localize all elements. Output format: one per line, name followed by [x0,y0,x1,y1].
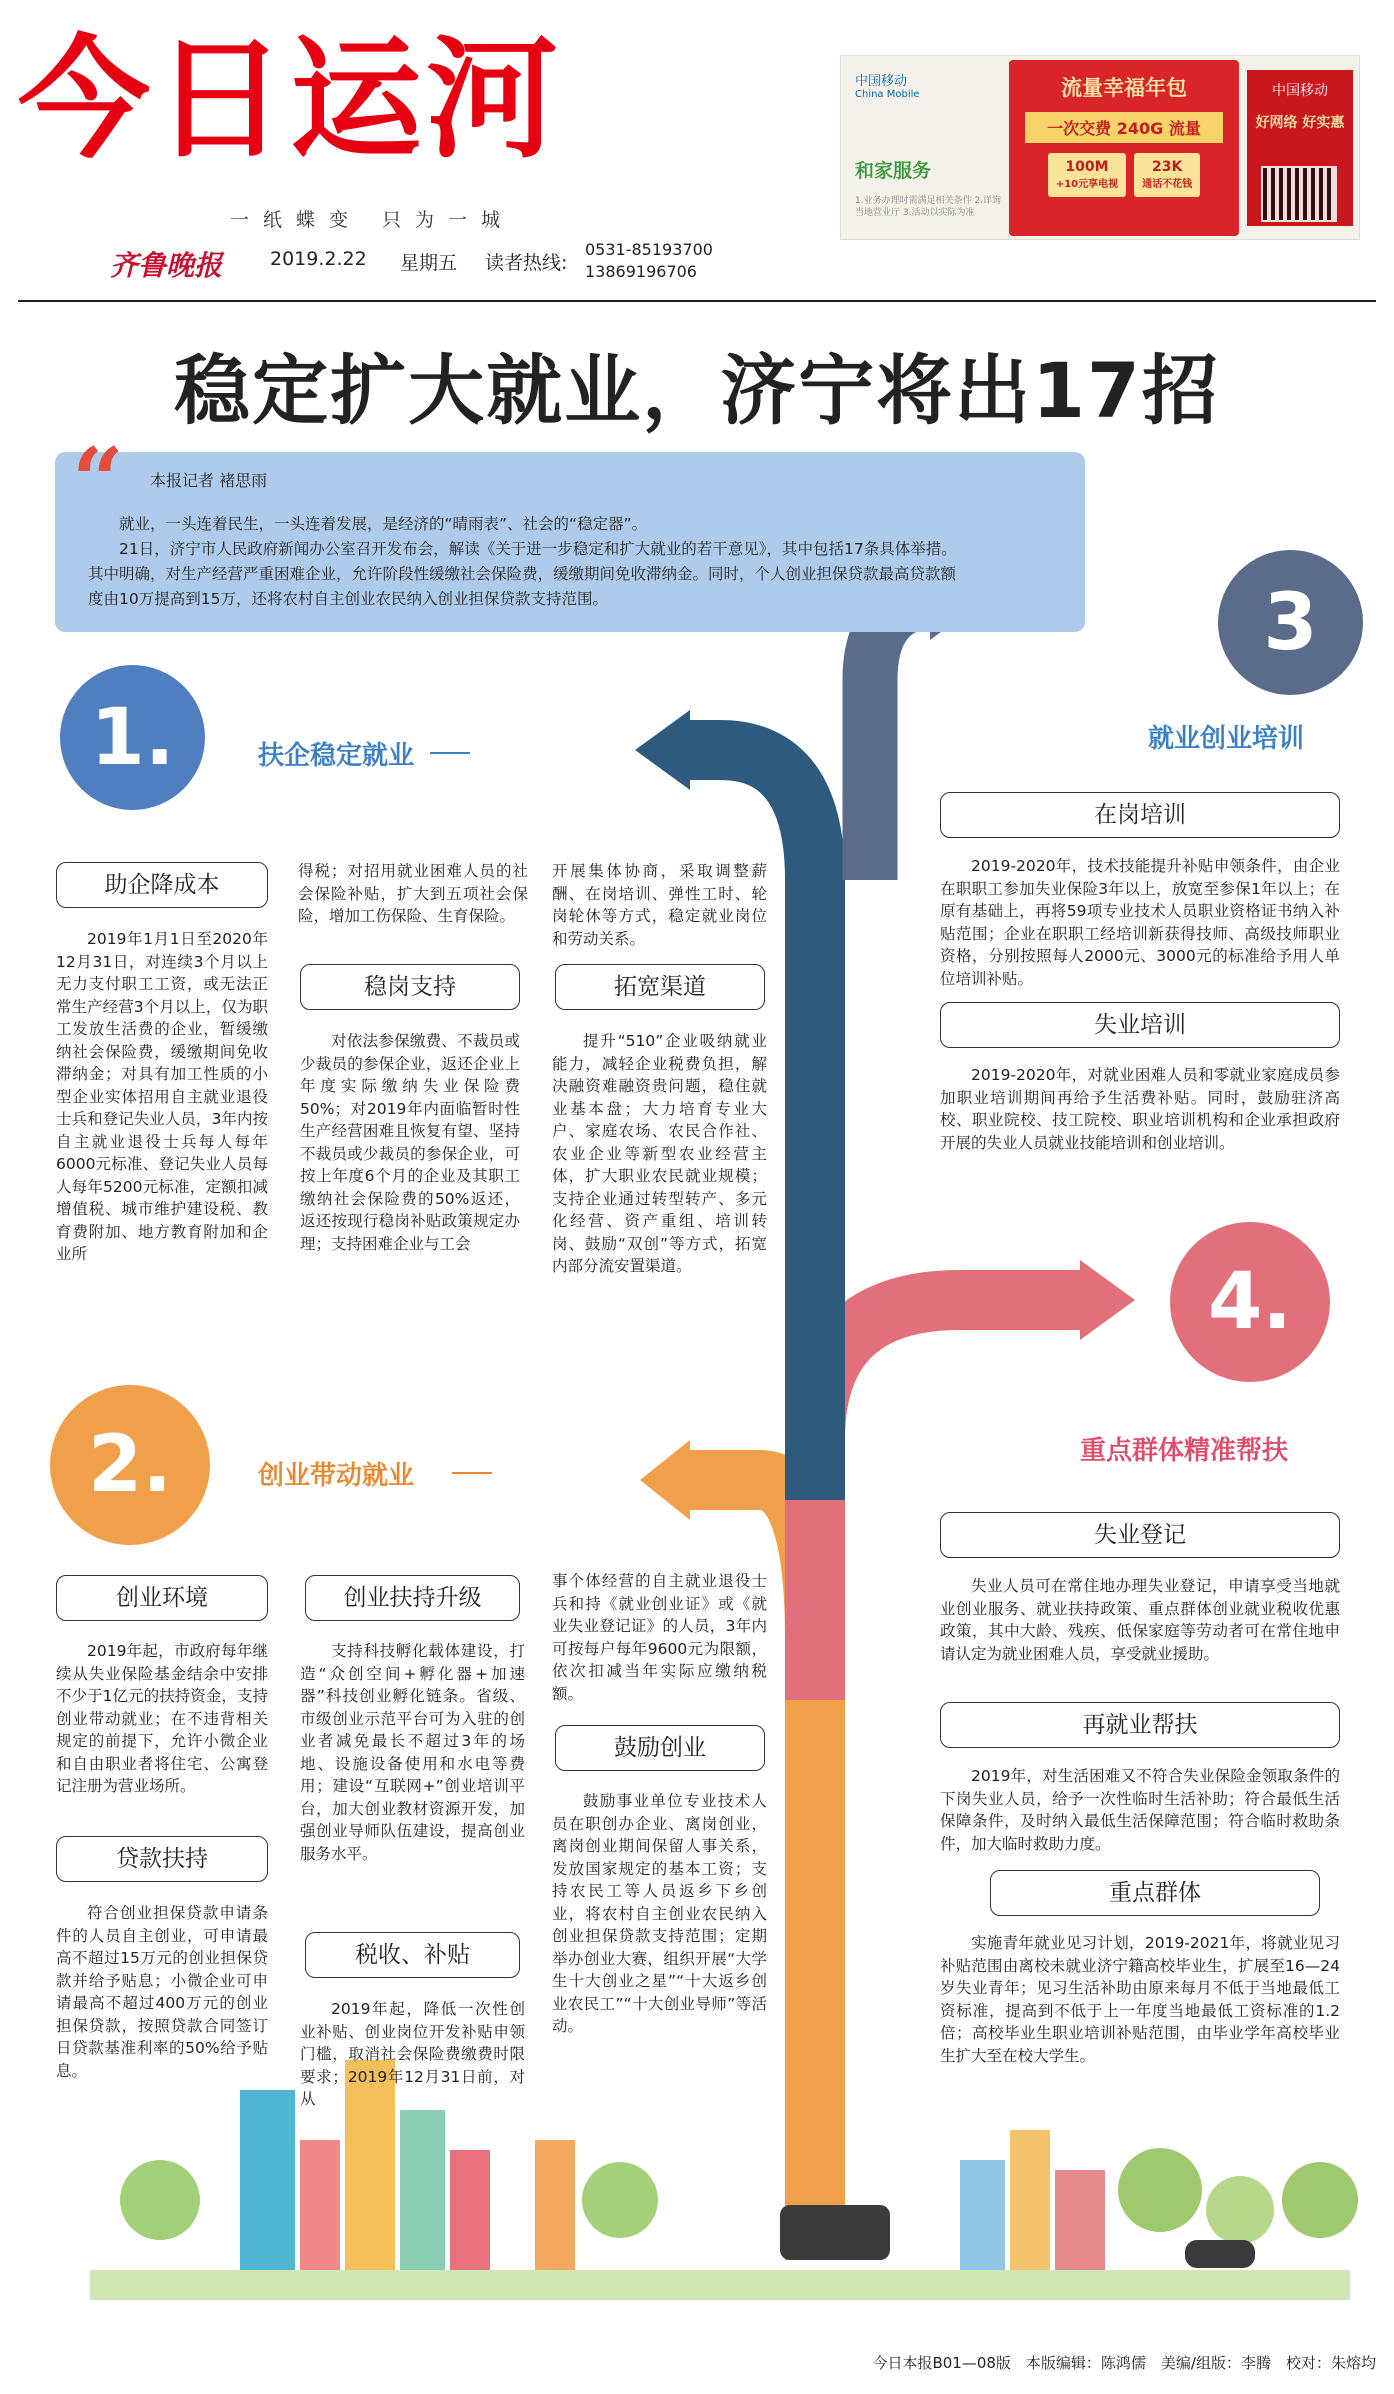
arrow-left-navy [635,710,690,790]
box-guli: 鼓励创业 [555,1725,765,1771]
section-1-rule [430,752,470,754]
box-chuanghuanjing: 创业环境 [56,1575,268,1621]
arrow-right-pink [1080,1260,1135,1340]
ad-corner: 中国移动 好网络 好实惠 [1247,70,1353,226]
city-skyline [90,2060,1358,2300]
bus-icon [780,2205,890,2260]
car-icon [1185,2240,1255,2268]
section-1-badge: 1. [60,665,205,810]
headline: 稳定扩大就业，济宁将出17招 [174,346,1220,435]
ad-badge-2: 23K 通话不花钱 [1134,153,1200,197]
text-tuokuan: 提升“510”企业吸纳就业能力，减轻企业税费负担，解决融资难融资贵问题，稳住就业基本盘；大力培育专业大户、家庭农场、农民合作社、农业企业等新型农业经营主体，扩大职业农民就业规模；支持企业通过转型转产、多元化经营、资产重组、培训转岗、鼓励“双创”等方式，拓宽内部分流安置渠道。 [552,1032,767,1275]
text-zaijiuye: 2019年，对生活困难又不符合失业保险金领取条件的下岗失业人员，给予一次性临时生活补助；符合最低生活保障条件，及时纳入最低生活保障范围；符合临时救助条件，加大临时救助力度。 [940,1767,1340,1853]
box-zaijiuye: 再就业帮扶 [940,1702,1340,1748]
issue-date: 2019.2.22 [270,248,367,270]
intro-paragraph-2: 21日，济宁市人民政府新闻办公室召开发布会，解读《关于进一步稳定和扩大就业的若干意见》，其中包括17条具体举措。其中明确，对生产经营严重困难企业，允许阶段性缓缴社会保险费，缓缴期间免收滞纳金。同时，个人创业担保贷款最高贷款额度由10万提高到15万，还将农村自主创业农民纳入创业担保贷款支持范围。 [88,540,957,608]
ad-promo-title: 流量幸福年包 [1061,76,1187,100]
ad-service: 和家服务 [855,160,932,182]
text-daikuan: 符合创业担保贷款申请条件的人员自主创业，可申请最高不超过15万元的创业担保贷款并给予贴息；小微企业可申请最高不超过400万元的创业担保贷款，按照贷款合同签订日贷款基准利率的50%给予贴息。 [56,1904,268,2080]
masthead-title: 今日运河 [18,23,562,177]
box-zaigang: 在岗培训 [940,792,1340,838]
road-slate [870,600,940,880]
box-shiye-dj: 失业登记 [940,1512,1340,1558]
section-2-title: 创业带动就业 [258,1461,415,1491]
box-zhongdian: 重点群体 [990,1870,1320,1916]
ad-promo-price: 一次交费 240G 流量 [1025,112,1223,143]
text-zhongdian: 实施青年就业见习计划，2019-2021年，将就业见习补贴范围由离校未就业济宁籍高校毕业生，扩展至16—24岁失业青年；见习生活补助由原来每月不低于当地最低工资标准，提高到不低于上一年度当地最低工资标准的1.2倍；高校毕业生职业培训补贴范围，由毕业学年高校毕业生扩大至在校大学生。 [940,1934,1340,2065]
section-2-rule [452,1472,492,1474]
intro-paragraph-1: 就业，一头连着民生，一头连着发展，是经济的“晴雨表”、社会的“稳定器”。 [119,515,648,533]
ad-badge-1: 100M +10元享电视 [1048,153,1126,197]
section-4-badge: 4. [1170,1222,1330,1382]
intro-text [88,512,968,612]
footer-credits: 今日本报B01—08版 本版编辑：陈鸿儒 美编/组版：李腾 校对：朱熔均 [872,2354,1376,2372]
text-chuangfuchi: 支持科技孵化载体建设，打造“众创空间+孵化器+加速器”科技创业孵化链条。省级、市级创业示范平台可为入驻的创业者减免最长不超过3年的场地、设施设备使用和水电等费用；建设“互联网+”创业培训平台，加大创业教材资源开发，加强创业导师队伍建设，提高创业服务水平。 [300,1642,525,1863]
section-3-badge: 3 [1218,550,1363,695]
issue-weekday: 星期五 [400,252,458,274]
section-3-title: 就业创业培训 [1148,724,1305,754]
ad-fine-print: 1.业务办理时需满足相关条件 2.详询当地营业厅 3.活动以实际为准 [855,196,1002,218]
text-col3-top: 开展集体协商，采取调整薪酬、在岗培训、弹性工时、轮岗轮休等方式，稳定就业岗位和劳动关系。 [552,862,767,948]
box-wengang: 稳岗支持 [300,964,520,1010]
hotline-number-2: 13869196706 [585,262,697,281]
text-wengang: 对依法参保缴费、不裁员或少裁员的参保企业，返还企业上年度实际缴纳失业保险费50%；对2019年内面临暂时性生产经营困难且恢复有望、坚持不裁员或少裁员的参保企业，可按上年度6个月的企业及其职工缴纳社会保险费的50%返还，返还按现行稳岗补贴政策规定办理；支持困难企业与工会 [300,1032,520,1253]
hotline-number-1: 0531-85193700 [585,240,713,259]
quote-mark-icon: “ [72,428,124,534]
hotline-label: 读者热线: [485,252,568,274]
section-1-title: 扶企稳定就业 [258,741,415,771]
box-shiye-px: 失业培训 [940,1002,1340,1048]
section-2-badge: 2. [50,1385,210,1545]
box-zhuqi: 助企降成本 [56,862,268,908]
text-shiye-px: 2019-2020年，对就业困难人员和零就业家庭成员参加职业培训期间再给予生活费补贴。同时，鼓励驻济高校、职业院校、技工院校、职业培训机构和企业承担政府开展的失业人员就业技能培训和创业培训。 [940,1066,1340,1152]
masthead-slogan: 一纸蝶变 只为一城 [230,209,515,231]
box-daikuan: 贷款扶持 [56,1836,268,1882]
box-chuangfuchi: 创业扶持升级 [305,1575,520,1621]
paper-logo: 齐鲁晚报 [110,249,223,282]
box-shuishou: 税收、补贴 [305,1932,520,1978]
text-zaigang: 2019-2020年，技术技能提升补贴申领条件，由企业在职职工参加失业保险3年以上，放宽至参保1年以上；在原有基础上，再将59项专业技术人员职业资格证书纳入补贴范围；企业在职职工经培训新获得技师、高级技师职业资格，分别按照每人2000元、3000元的标准给予用人单位培训补贴。 [940,857,1340,988]
text-shuishou: 2019年起，降低一次性创业补贴、创业岗位开发补贴申领门槛，取消社会保险费缴费时限要求；2019年12月31日前，对从 [300,2000,525,2108]
text-chuanghuanjing: 2019年起，市政府每年继续从失业保险基金结余中安排不少于1亿元的扶持资金，支持创业带动就业；在不违背相关规定的前提下，允许小微企业和自由职业者将住宅、公寓登记注册为营业场所。 [56,1642,268,1795]
section-4-title: 重点群体精准帮扶 [1080,1436,1289,1466]
text-guli: 鼓励事业单位专业技术人员在职创办企业、离岗创业，离岗创业期间保留人事关系，发放国家规定的基本工资；支持农民工等人员返乡下乡创业，将农村自主创业农民纳入创业担保贷款支持范围；定期举办创业大赛，组织开展“大学生十大创业之星”“十大返乡创业农民工”“十大创业导师”等活动。 [552,1792,767,2035]
ad-brand: 中国移动 China Mobile [855,74,920,100]
arrow-left-orange [640,1440,690,1520]
text-col2-top: 得税；对招用就业困难人员的社会保险补贴，扩大到五项社会保险，增加工伤保险、生育保险。 [298,862,528,925]
box-tuokuan: 拓宽渠道 [555,964,765,1010]
text-zhuqi: 2019年1月1日至2020年12月31日，对连续3个月以上无力支付职工工资，或无法正常生产经营3个月以上，仅为职工发放生活费的企业，暂缓缴纳社会保险费，缓缴期间免收滞纳金；对具有加工性质的小型企业实体招用自主就业退役士兵和登记失业人员，3年内按自主就业退役士兵每人每年6000元标准、登记失业人员每人每年5200元标准，定额扣减增值税、城市维护建设税、教育费附加、地方教育附加和企业所 [56,930,268,1263]
text-col3b-top: 事个体经营的自主就业退役士兵和持《就业创业证》或《就业失业登记证》的人员，3年内可按每户每年9600元为限额，依次扣减当年实际应缴纳税额。 [552,1572,767,1703]
byline: 本报记者 褚思雨 [150,471,268,490]
text-shiye-dj: 失业人员可在常住地办理失业登记，申请享受当地就业创业服务、就业扶持政策、重点群体创业就业税收优惠政策，其中大龄、残疾、低保家庭等劳动者可在常住地申请认定为就业困难人员，享受就业援助。 [940,1577,1340,1663]
